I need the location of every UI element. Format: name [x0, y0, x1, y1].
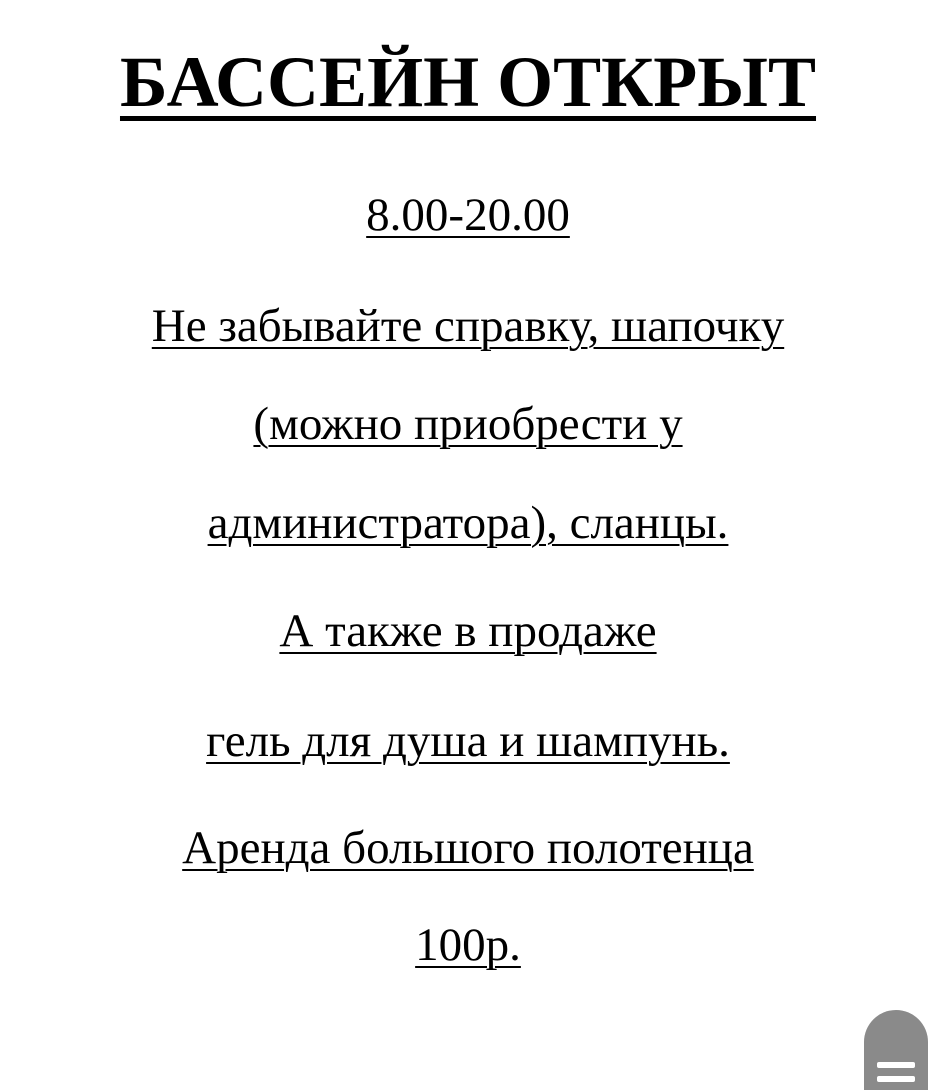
notice-title-text: БАССЕЙН ОТКРЫТ: [119, 42, 817, 122]
notice-line: [0, 497, 936, 549]
scroll-handle-icon[interactable]: [864, 1010, 928, 1090]
notice-line-text: А также в продаже: [279, 605, 657, 657]
notice-line: [0, 300, 936, 352]
opening-hours-text: 8.00-20.00: [366, 189, 570, 241]
notice-line-text: (можно приобрести у: [253, 398, 683, 450]
notice-line: [0, 605, 936, 657]
notice-title: [0, 42, 936, 122]
notice-line-text: гель для душа и шампунь.: [206, 715, 730, 767]
grip-line: [877, 1062, 915, 1068]
notice-line: [0, 398, 936, 450]
notice-line-text: Аренда большого полотенца: [182, 822, 754, 874]
notice-line: [0, 822, 936, 874]
opening-hours: [0, 189, 936, 241]
grip-line: [877, 1076, 915, 1082]
notice-line-text: Не забывайте справку, шапочку: [151, 300, 785, 352]
notice-line-text: администратора), сланцы.: [207, 497, 729, 549]
notice-line: [0, 715, 936, 767]
notice-price: [0, 919, 936, 971]
notice-price-text: 100р.: [415, 919, 521, 971]
